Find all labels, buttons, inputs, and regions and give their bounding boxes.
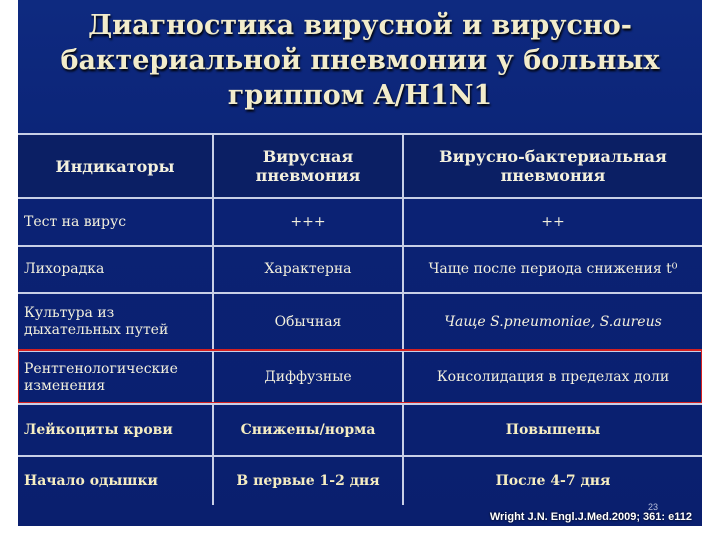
row-indicator: Тест на вирус xyxy=(18,199,214,245)
title-line-2: бактериальной пневмонии у больных xyxy=(60,45,660,76)
header-viral-pneumonia: Вирусная пневмония xyxy=(214,135,404,197)
row-indicator: Рентгенологические изменения xyxy=(18,352,214,403)
slide-title xyxy=(18,8,702,113)
table-row xyxy=(18,197,702,245)
slide xyxy=(18,0,702,526)
citation: Wright J.N. Engl.J.Med.2009; 361: e112 xyxy=(489,511,692,523)
table-row xyxy=(18,455,702,505)
table-header-row xyxy=(18,133,702,197)
row-viral-value: Диффузные xyxy=(214,352,404,403)
row-bacterial-value: ++ xyxy=(541,213,565,230)
table-row xyxy=(18,403,702,455)
row-bacterial-value: Консолидация в пределах доли xyxy=(436,369,670,385)
title-line-1: Диагностика вирусной и вирусно- xyxy=(88,10,632,41)
row-bacterial-value: Чаще после периода снижения t⁰ xyxy=(428,261,678,277)
row-bacterial-value: Чаще S.pneumoniae, S.aureus xyxy=(444,313,662,330)
header-viral-bacterial-pneumonia: Вирусно-бактериальная пневмония xyxy=(439,147,667,185)
row-indicator: Лейкоциты крови xyxy=(18,405,214,455)
row-indicator: Начало одышки xyxy=(18,457,214,505)
header-indicators: Индикаторы xyxy=(18,135,214,197)
row-viral-value: В первые 1-2 дня xyxy=(214,457,404,505)
table-row xyxy=(18,292,702,350)
row-indicator: Лихорадка xyxy=(18,247,214,292)
table-row-highlighted xyxy=(18,350,702,403)
row-viral-value: Снижены/норма xyxy=(214,405,404,455)
diagnosis-table xyxy=(18,133,702,505)
title-line-3: гриппом A/H1N1 xyxy=(227,80,493,111)
row-viral-value: +++ xyxy=(214,199,404,245)
row-indicator: Культура из дыхательных путей xyxy=(18,294,214,350)
row-bacterial-value: Повышены xyxy=(505,421,601,438)
row-viral-value: Характерна xyxy=(214,247,404,292)
page-number: 23 xyxy=(648,502,659,512)
table-row xyxy=(18,245,702,292)
row-bacterial-value: После 4-7 дня xyxy=(495,472,611,489)
row-viral-value: Обычная xyxy=(214,294,404,350)
